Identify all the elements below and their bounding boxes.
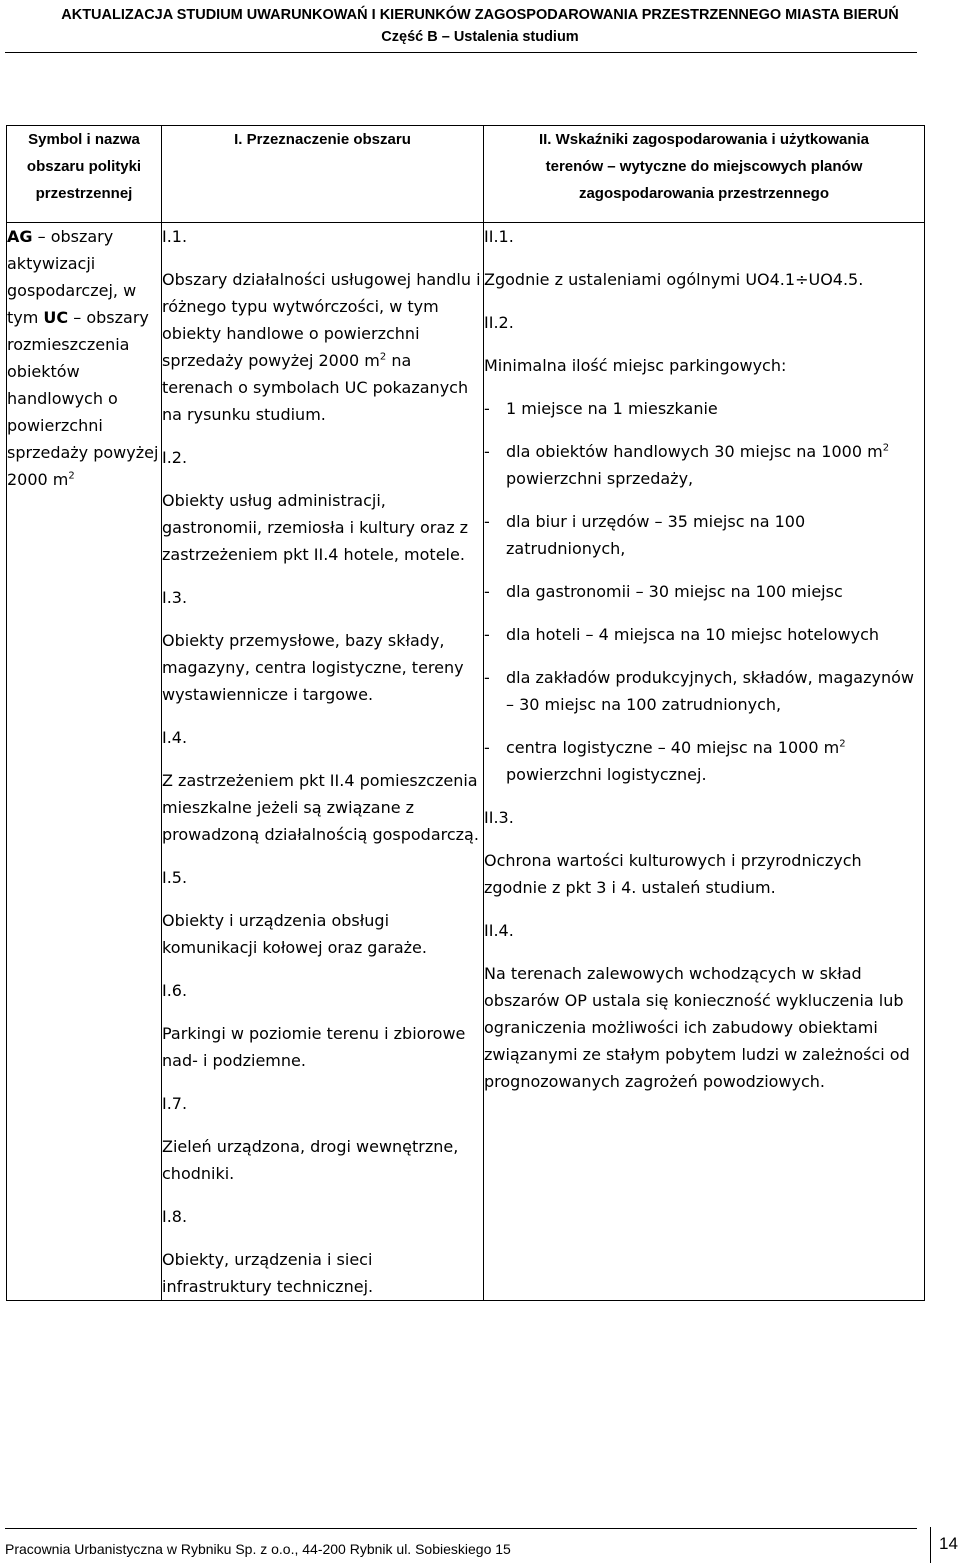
- superscript: 2: [68, 470, 75, 482]
- section-code: II.3.: [484, 808, 514, 827]
- header-rule: [5, 52, 917, 53]
- list-item-text: dla zakładów produkcyjnych, składów, magazynów – 30 miejsc na 100 zatrudnionych,: [506, 668, 914, 714]
- dash-bullet: -: [484, 625, 490, 644]
- area-symbol-cell: [7, 223, 162, 1301]
- header-purpose-text: I. Przeznaczenie obszaru: [234, 131, 411, 148]
- dash-bullet: -: [484, 582, 490, 601]
- section-code: II.1.: [484, 227, 514, 246]
- list-item-text: dla gastronomii – 30 miejsc na 100 miejsc: [506, 582, 843, 601]
- purpose-code: I.3.: [162, 588, 188, 607]
- header-indicators-line: II. Wskaźniki zagospodarowania i użytkowania: [538, 131, 870, 148]
- purpose-code: I.5.: [162, 868, 188, 887]
- superscript: 2: [839, 738, 846, 750]
- dash-bullet: -: [484, 668, 490, 687]
- purpose-code: I.7.: [162, 1094, 188, 1113]
- symbol-ag: AG: [7, 227, 33, 246]
- footer-rule: [5, 1528, 917, 1529]
- purpose-code: I.6.: [162, 981, 188, 1000]
- list-item: [484, 395, 924, 422]
- section-code: II.4.: [484, 921, 514, 940]
- section-text: Minimalna ilość miejsc parkingowych:: [484, 356, 787, 375]
- purpose-text-part: Z zastrzeżeniem pkt II.4 pomieszczenia mieszkalne jeżeli są związane z prowadzoną działalnością gospodarczą.: [162, 771, 479, 844]
- table-header-row: [7, 126, 925, 223]
- list-item-text: powierzchni logistycznej.: [506, 765, 707, 784]
- section-text: Zgodnie z ustaleniami ogólnymi UO4.1÷UO4.5.: [484, 270, 864, 289]
- header-indicators: [484, 126, 925, 223]
- purpose-text-part: Obiekty usług administracji, gastronomii, rzemiosła i kultury oraz z zastrzeżeniem pkt II.4 hotele, motele.: [162, 491, 469, 564]
- list-item-text: dla biur i urzędów – 35 miejsc na 100 zatrudnionych,: [506, 512, 806, 558]
- purpose-code: I.2.: [162, 448, 188, 467]
- list-item: [484, 508, 924, 562]
- symbol-uc: UC: [43, 308, 69, 327]
- ag-description: – obszary aktywizacji gospodarczej,: [7, 227, 118, 300]
- purpose-text-part: Zieleń urządzona, drogi wewnętrzne, chodniki.: [162, 1137, 459, 1183]
- purpose-code: I.1.: [162, 227, 188, 246]
- purpose-text-part: Obiekty i urządzenia obsługi komunikacji kołowej oraz garaże.: [162, 911, 427, 957]
- header-symbol-line: Symbol i nazwa: [28, 131, 140, 148]
- document-title: AKTUALIZACJA STUDIUM UWARUNKOWAŃ I KIERUNKÓW ZAGOSPODAROWANIA PRZESTRZENNEGO MIASTA BIERUŃ: [61, 7, 899, 23]
- purpose-code: I.4.: [162, 728, 188, 747]
- header-symbol-line: obszaru polityki: [26, 158, 142, 175]
- purpose-text: [162, 907, 483, 961]
- list-item: [484, 438, 924, 492]
- list-item-text: dla obiektów handlowych 30 miejsc na 1000 m: [506, 442, 883, 461]
- purpose-text: [162, 1020, 483, 1074]
- header-indicators-line: terenów – wytyczne do miejscowych planów: [545, 158, 863, 175]
- page-number: 14: [930, 1527, 960, 1563]
- indicators-cell: [484, 223, 925, 1301]
- purpose-text: [162, 266, 483, 428]
- uc-prefix: w tym: [7, 281, 137, 327]
- dash-bullet: -: [484, 442, 490, 461]
- superscript: 2: [379, 351, 387, 363]
- purpose-text: [162, 487, 483, 568]
- list-item-text: centra logistyczne – 40 miejsc na 1000 m: [506, 738, 840, 757]
- purpose-text: [162, 1246, 483, 1300]
- header-symbol-line: przestrzennej: [35, 185, 133, 202]
- dash-bullet: -: [484, 738, 490, 757]
- list-item: [484, 734, 924, 788]
- parking-list: [484, 395, 924, 788]
- list-item: [484, 664, 924, 718]
- page-header: [0, 0, 960, 48]
- policy-table: [6, 125, 925, 1301]
- table-row: [7, 223, 925, 1301]
- purpose-cell: [162, 223, 484, 1301]
- section-text: Ochrona wartości kulturowych i przyrodniczych zgodnie z pkt 3 i 4. ustaleń studium.: [484, 851, 862, 897]
- footer-text: Pracownia Urbanistyczna w Rybniku Sp. z o.o., 44-200 Rybnik ul. Sobieskiego 15: [5, 1541, 511, 1557]
- list-item-text: 1 miejsce na 1 mieszkanie: [506, 399, 718, 418]
- section-code: II.2.: [484, 313, 514, 332]
- list-item-text: dla hoteli – 4 miejsca na 10 miejsc hotelowych: [506, 625, 879, 644]
- purpose-text: [162, 1133, 483, 1187]
- document-subtitle: Część B – Ustalenia studium: [381, 29, 579, 45]
- dash-bullet: -: [484, 512, 490, 531]
- purpose-text-part: Obiekty, urządzenia i sieci infrastruktury technicznej.: [162, 1250, 374, 1296]
- header-purpose: [162, 126, 484, 223]
- dash-bullet: -: [484, 399, 490, 418]
- purpose-text-part: Obszary działalności usługowej handlu i różnego typu wytwórczości, w tym obiekty handlowe o powierzchni sprzedaży powyżej 2000 m: [162, 270, 481, 370]
- list-item: [484, 621, 924, 648]
- purpose-code: I.8.: [162, 1207, 188, 1226]
- list-item-text: powierzchni sprzedaży,: [506, 469, 694, 488]
- superscript: 2: [882, 442, 890, 454]
- purpose-text: [162, 627, 483, 708]
- list-item: [484, 578, 924, 605]
- purpose-text-part: na terenach o symbolach UC pokazanych na rysunku studium.: [162, 351, 469, 424]
- purpose-text-part: Parkingi w poziomie terenu i zbiorowe nad- i podziemne.: [162, 1024, 466, 1070]
- purpose-text: [162, 767, 483, 848]
- uc-description: – obszary rozmieszczenia obiektów handlowych o powierzchni sprzedaży powyżej 2000 m: [7, 308, 159, 489]
- header-indicators-line: zagospodarowania przestrzennego: [578, 185, 830, 202]
- purpose-text-part: Obiekty przemysłowe, bazy składy, magazyny, centra logistyczne, tereny wystawiennicze i targowe.: [162, 631, 464, 704]
- section-text: Na terenach zalewowych wchodzących w skład obszarów OP ustala się konieczność wykluczenia lub ograniczenia możliwości ich zabudowy obiektami związanymi ze stałym pobytem ludzi w zależności od prognozowanych zagrożeń powodziowych.: [484, 964, 910, 1091]
- header-symbol: [7, 126, 162, 223]
